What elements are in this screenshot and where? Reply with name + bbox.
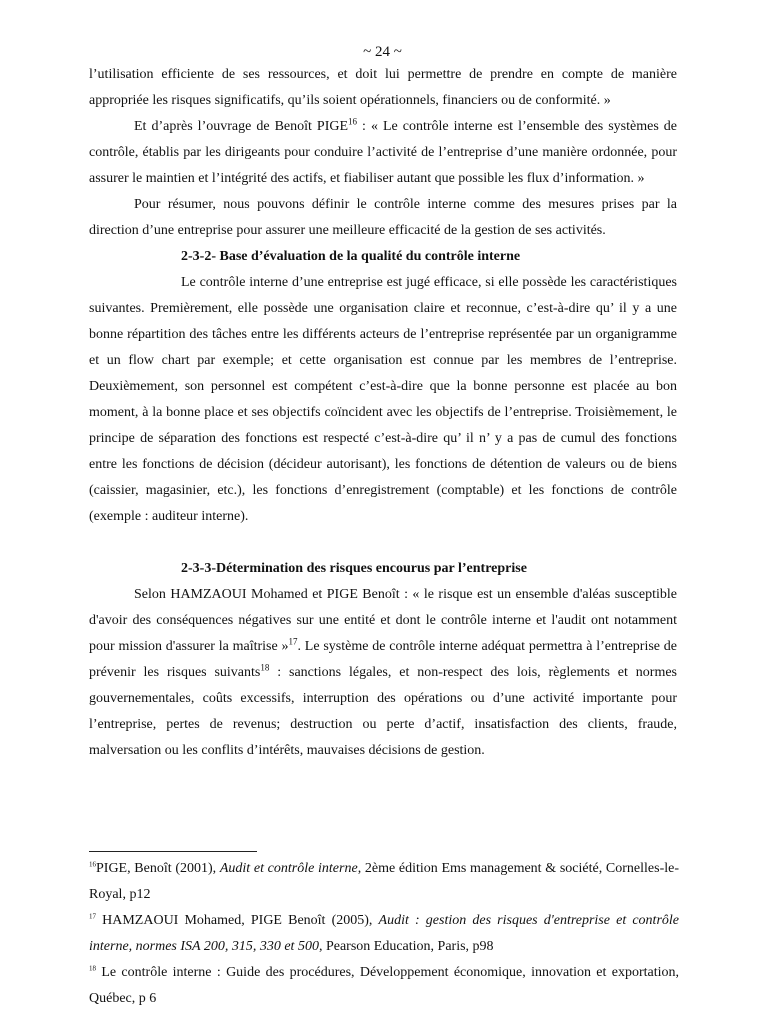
footnote-18: $^{18}$ Le contrôle interne : Guide des procédures, Développement économique, innovation et exportation, Québec, p 6: [89, 964, 679, 1006]
footnotes: [89, 856, 679, 1012]
paragraph-continuation: l’utilisation efficiente de ses ressources, et doit lui permettre de prendre en compte de manière appropriée les risques significatifs, qu’ils soient opérationnels, financiers ou de conformité. »: [89, 67, 677, 108]
footnote-16: $^{16}$PIGE, Benoît (2001), Audit et contrôle interne, 2ème édition Ems management & société, Cornelles-le-Royal, p12: [89, 860, 679, 902]
footnote-ref-17: 17: [288, 636, 298, 647]
footnote-separator: [89, 851, 257, 852]
footnote-ref-18: 18: [260, 662, 270, 673]
footnote-ref-16: 16: [348, 116, 358, 127]
paragraph-risks: Selon HAMZAOUI Mohamed et PIGE Benoît : « le risque est un ensemble d'aléas susceptible d'avoir des conséquences négatives sur une entité et dont le contrôle interne et l'audit ont notamment pour mission d'assurer la maîtrise »$^{17}$. Le système de contrôle interne adéquat permettra à l’entreprise de prévenir les risques suivants$^{18}$ : sanctions légales, et non-respect des lois, règlements et normes gouvernementales, coûts excessifs, interruption des opérations ou d’une activité importante pour l’entreprise, pertes de revenus; destruction ou perte d’actif, insatisfaction des clients, fraude, malversation ou les conflits d’intérêts, mauvaises décisions de gestion.: [89, 587, 677, 758]
paragraph-evaluation-criteria: Le contrôle interne d’une entreprise est jugé efficace, si elle possède les caractéristiques suivantes. Premièrement, elle possède une organisation claire et reconnue, c’est-à-dire qu’ il y a une bonne répartition des tâches entre les différents acteurs de l’entreprise représentée par un organigramme et un flow chart par exemple; et cette organisation est connue par les membres de l’entreprise. Deuxièmement, son personnel est compétent c’est-à-dire que la bonne personne est placée au bon moment, à la bonne place et ses objectifs coïncident avec les objectifs de l’entreprise. Troisièmement, le principe de séparation des fonctions est respecté c’est-à-dire qu’ il n’ y a pas de cumul des fonctions entre les fonctions de décision (décideur autorisant), les fonctions de détention de valeurs ou de biens (caissier, magasinier, etc.), les fonctions d’enregistrement (comptable) et les fonctions de contrôle (exemple : auditeur interne).: [89, 275, 677, 524]
paragraph-summary: Pour résumer, nous pouvons définir le contrôle interne comme des mesures prises par la direction d’une entreprise pour assurer une meilleure efficacité de la gestion de ses activités.: [89, 197, 677, 238]
footnote-17: $^{17}$ HAMZAOUI Mohamed, PIGE Benoît (2005), Audit : gestion des risques d'entreprise et contrôle interne, normes ISA 200, 315, 330 et 500, Pearson Education, Paris, p98: [89, 912, 679, 954]
paragraph-pige-definition: Et d’après l’ouvrage de Benoît PIGE$^{16}$ : « Le contrôle interne est l’ensemble des systèmes de contrôle, établis par les dirigeants pour conduire l’activité de l’entreprise d’une manière ordonnée, pour assurer le maintien et l’intégrité des actifs, et fiabiliser autant que possible les flux d’information. »: [89, 116, 677, 186]
page-number: ~ 24 ~: [363, 44, 402, 60]
document-body: [89, 62, 677, 764]
section-heading-2-3-2: 2-3-2- Base d’évaluation de la qualité du contrôle interne: [181, 249, 521, 264]
section-heading-2-3-3: 2-3-3-Détermination des risques encourus par l’entreprise: [181, 561, 527, 576]
